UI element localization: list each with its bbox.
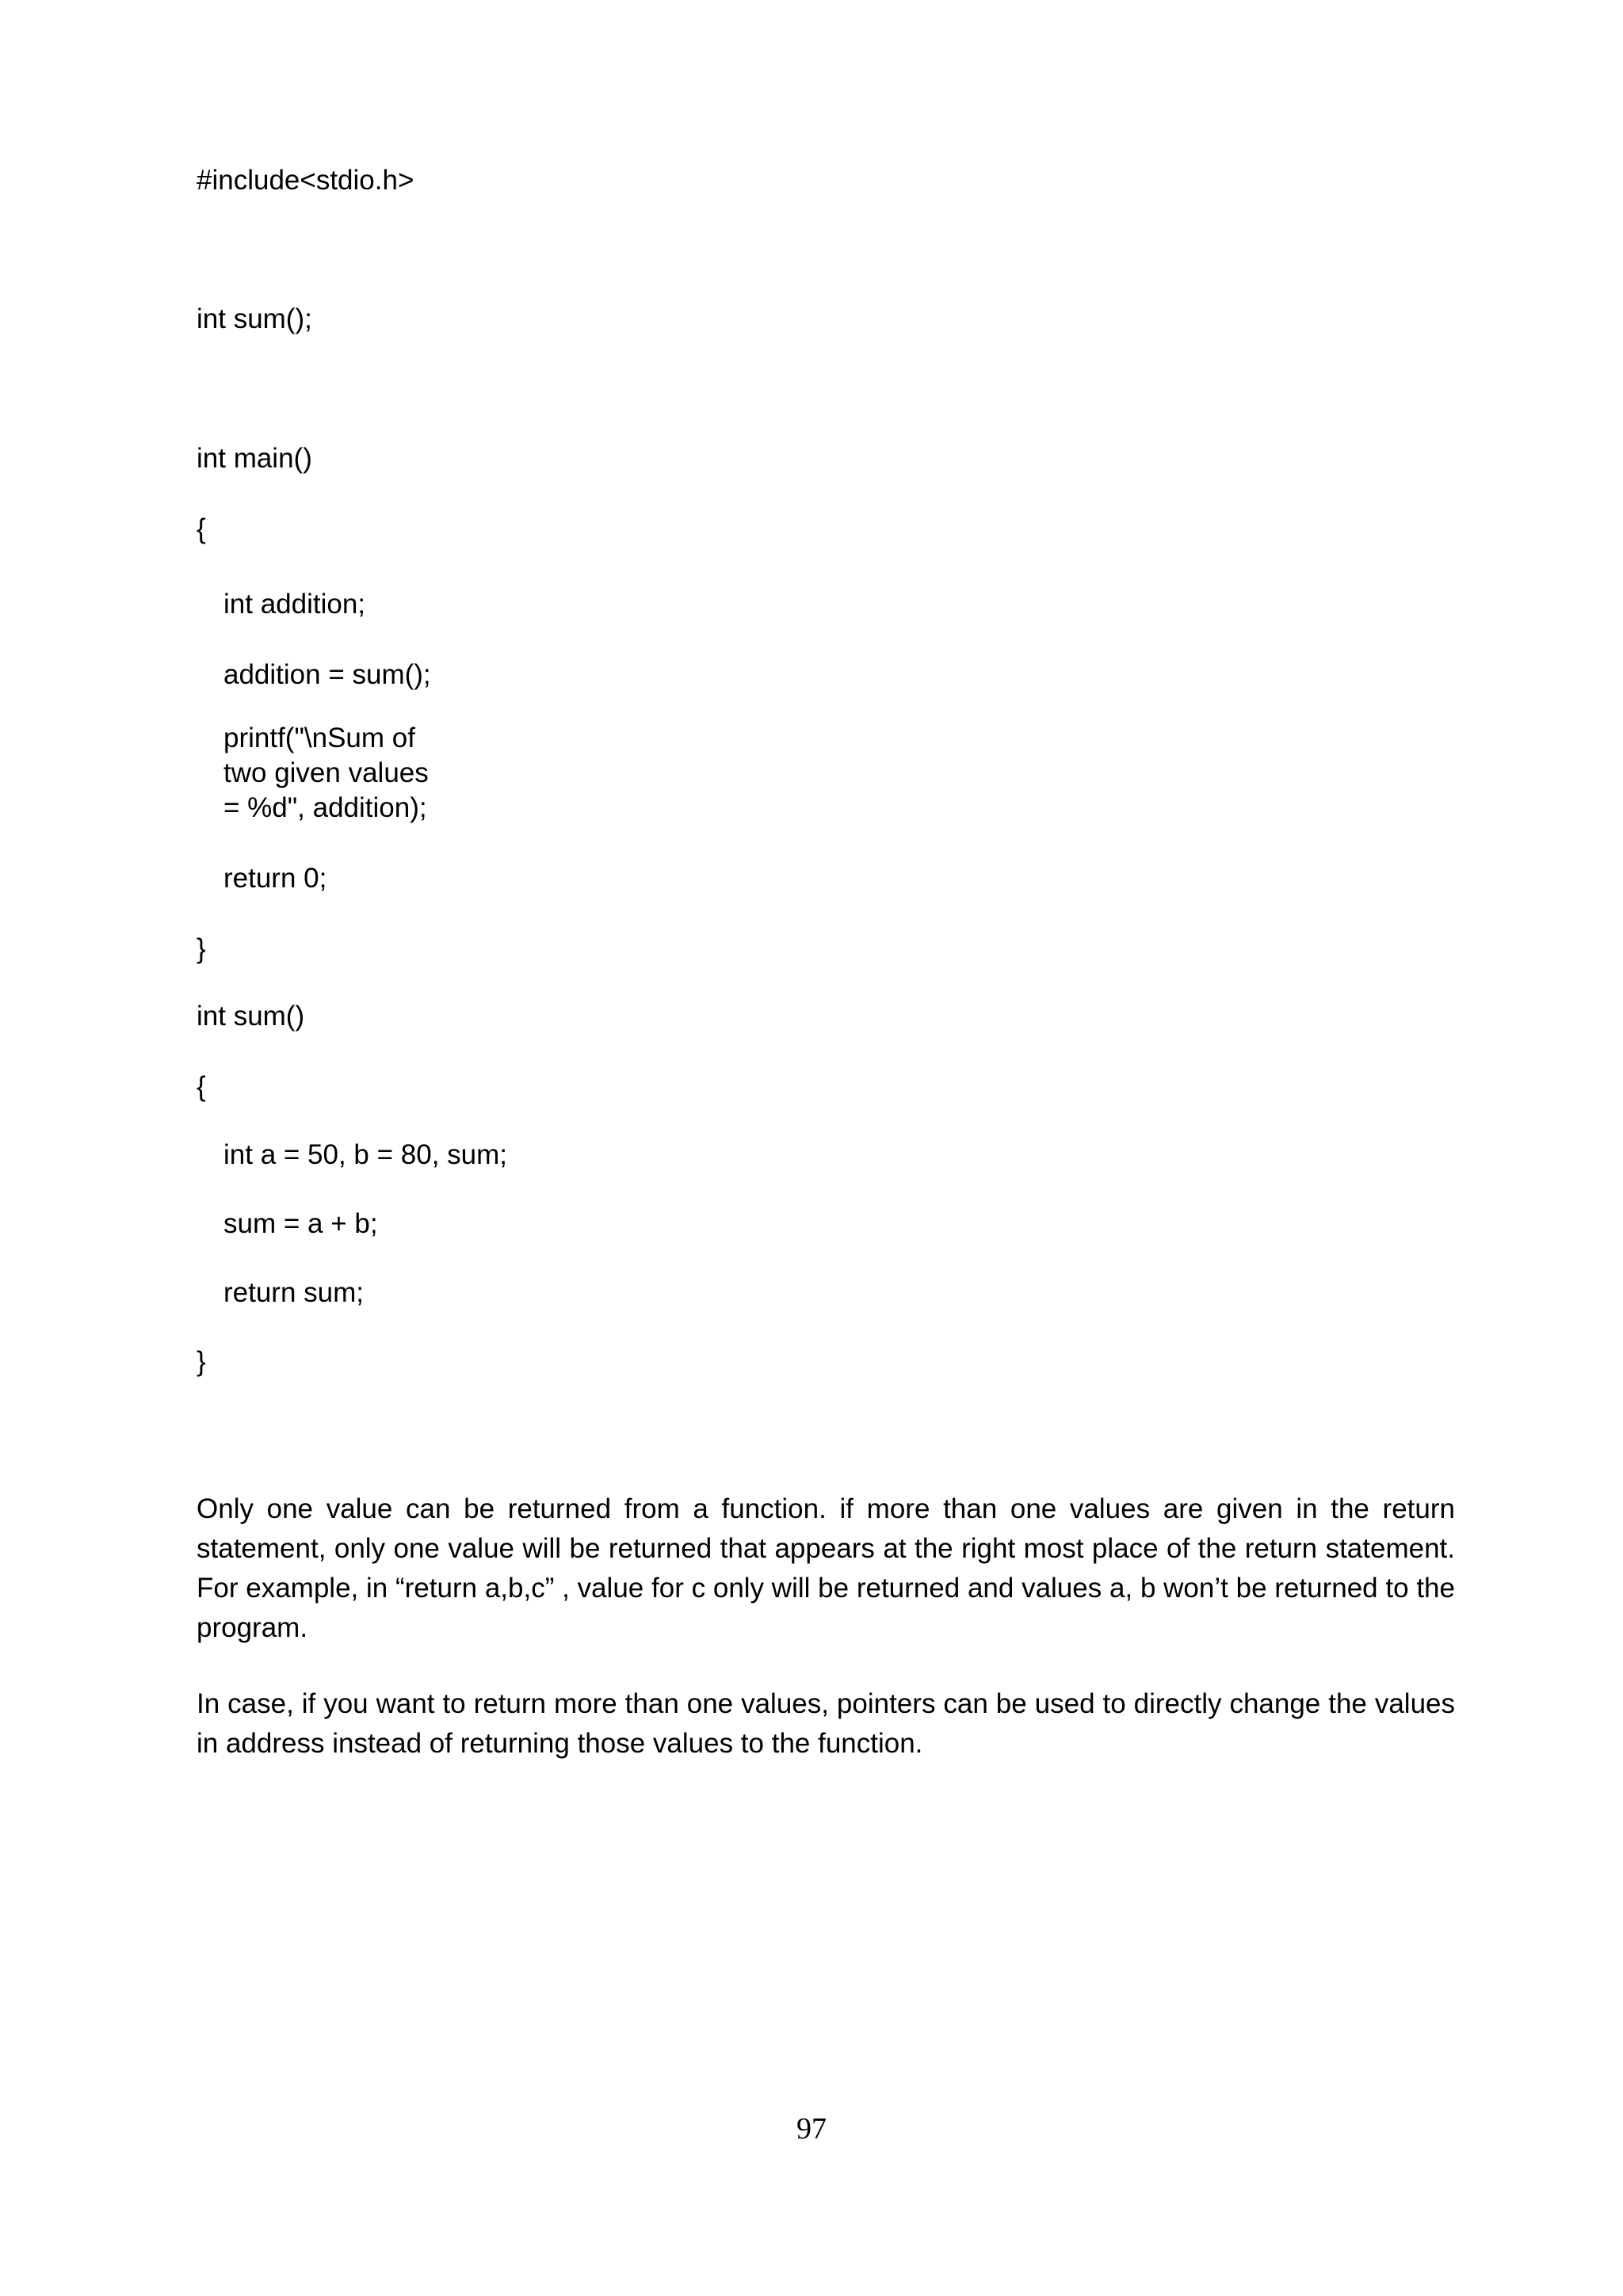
code-include: #include<stdio.h> [197,165,414,196]
code-decl-addition: int addition; [223,589,366,620]
code-decl-ab: int a = 50, b = 80, sum; [223,1139,507,1170]
code-main-signature: int main() [197,443,312,474]
code-printf-line-1: printf("\nSum of [223,723,415,753]
paragraph-pointers: In case, if you want to return more than one values, pointers can be used to directly change the values in address instead of returning those values to the function. [197,1688,1455,1759]
code-printf-line-2: two given values [223,757,429,788]
code-return-sum: return sum; [223,1277,364,1308]
code-main-open-brace: { [197,513,206,544]
page-number: 97 [796,2112,827,2145]
code-prototype: int sum(); [197,303,312,334]
code-printf-line-3: = %d", addition); [223,792,427,823]
code-sum-signature: int sum() [197,1001,305,1032]
code-main-close-brace: } [197,933,206,964]
code-assign-addition: addition = sum(); [223,659,431,690]
code-sum-close-brace: } [197,1346,206,1377]
code-return-zero: return 0; [223,863,327,894]
code-assign-sum: sum = a + b; [223,1208,378,1239]
paragraph-return-values: Only one value can be returned from a function. if more than one values are given in the return statement, only one value will be returned that appears at the right most place of the return statement. For example, in “return a,b,c” , value for c only will be returned and values a, b won’t be returned to the program. [197,1493,1455,1643]
code-sum-open-brace: { [197,1071,206,1102]
